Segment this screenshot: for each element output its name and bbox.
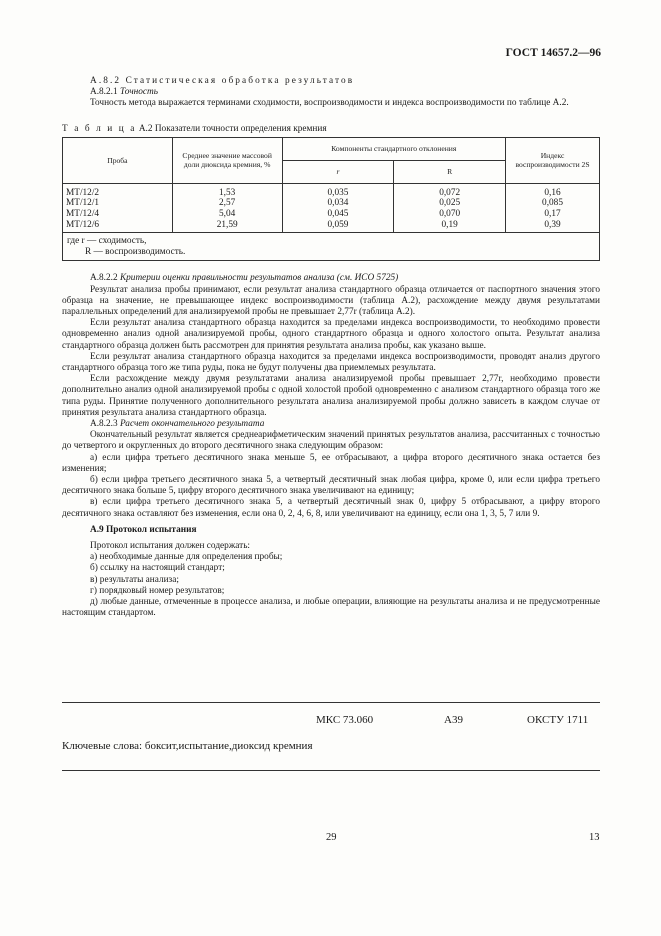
section-a822-p4: Если расхождение между двумя результатами анализа анализируемой пробы превышает 2,77r, необходимо провести дополнительно анализ одной анализируемой пробы с одной холостой пробой одновременно с анализом стандартного образца того же типа руды. Принятие полученного дополнительного результата анализа анализируемой пробы должно зависеть в каждом случае от принятия результата анализа стандартного образца. <box>62 374 600 418</box>
section-a822-p2: Если результат анализа стандартного образца находится за пределами индекса воспроизводимости, то необходимо провести одновременно анализ одной анализируемой пробы, одного стандартного образца и одного холостого опыта. Результат анализа стандартного образца должен быть рассмотрен для принятия результата анализа пробы, как указано выше. <box>62 318 600 351</box>
classification-code: А39 <box>444 714 463 726</box>
table-data-row <box>63 183 600 232</box>
table-note-row <box>63 233 600 261</box>
section-a822-p3: Если результат анализа стандартного образца находится за пределами индекса воспроизводимости, проводят анализ другого стандартного образца того же типа руды, пока не будут получены два приемлемых результата. <box>62 351 600 373</box>
section-a9-item: а) необходимые данные для определения пробы; <box>90 552 283 563</box>
section-a822-heading: А.8.2.2 Критерии оценки правильности результатов анализа (см. ИСО 5725) <box>90 273 399 284</box>
precision-table <box>62 137 600 262</box>
col-index: Индекс воспроизводимости 2S <box>506 137 600 183</box>
col-sample: Проба <box>63 137 173 183</box>
page-number-center: 29 <box>326 832 337 843</box>
keywords: Ключевые слова: боксит,испытание,диоксид кремния <box>62 740 313 752</box>
table-caption: Т а б л и ц а А.2 Показатели точности определения кремния <box>62 123 327 134</box>
section-a821-text: Точность метода выражается терминами сходимости, воспроизводимости и индекса воспроизводимости по таблице А.2. <box>90 98 569 109</box>
section-a823-p1: Окончательный результат является среднеарифметическим значений принятых результатов анализа, рассчитанных с точностью до четвертого и округленных до второго десятичного знака следующим образом: <box>62 430 600 452</box>
mks-code: МКС 73.060 <box>316 714 374 726</box>
section-a9-heading: А.9 Протокол испытания <box>90 524 197 535</box>
col-mean: Среднее значение массовой доли диоксида кремния, % <box>172 137 282 183</box>
table-header-row <box>63 137 600 160</box>
R-cell: 0,072 0,025 0,070 0,19 <box>394 183 506 232</box>
section-a9-item: г) порядковый номер результатов; <box>90 585 225 596</box>
section-a9-item: б) ссылку на настоящий стандарт; <box>90 563 225 574</box>
page-content <box>62 76 600 619</box>
col-r: r <box>282 160 394 183</box>
section-a9-item: в) результаты анализа; <box>90 574 179 585</box>
sample-cell: МТ/12/2 МТ/12/1 МТ/12/4 МТ/12/6 <box>63 183 173 232</box>
page-number-right: 13 <box>589 832 600 843</box>
section-a821-heading: А.8.2.1 Точность <box>90 87 158 98</box>
document-code: ГОСТ 14657.2—96 <box>505 47 601 59</box>
footer-divider-bottom <box>62 770 600 771</box>
section-a823-item-c: в) если цифра третьего десятичного знака 5, а четвертый десятичный знак 0, цифру 5 отбрасывают, а цифру второго десятичного знака оставляют без изменения, если она 0, 2, 4, 6, 8, или увеличивают на единицу, если она 1, 3, 5, 7 или 9. <box>62 497 600 519</box>
section-a82-heading: А.8.2 Статистическая обработка результатов <box>90 76 355 86</box>
section-a823-heading: А.8.2.3 Расчет окончательного результата <box>90 419 265 430</box>
section-a823-item-b: б) если цифра третьего десятичного знака 5, а четвертый десятичный знак любая цифра, кроме 0, или если цифра третьего десятичного знака больше 5, цифру второго десятичного знака увеличивают на единицу; <box>62 475 600 497</box>
r-cell: 0,035 0,034 0,045 0,059 <box>282 183 394 232</box>
section-a823-item-a: а) если цифра третьего десятичного знака меньше 5, ее отбрасывают, а цифра второго десятичного знака остается без изменения; <box>62 452 600 474</box>
okstu-code: ОКСТУ 1711 <box>527 714 589 726</box>
table-note: где r — сходимость, R — воспроизводимость. <box>63 233 600 261</box>
col-components: Компоненты стандартного отклонения <box>282 137 505 160</box>
section-a9-item: д) любые данные, отмеченные в процессе анализа, и любые операции, влияющие на результаты анализа и не предусмотренные настоящим стандартом. <box>62 597 600 619</box>
index-cell: 0,16 0,085 0,17 0,39 <box>506 183 600 232</box>
footer-divider-top <box>62 702 600 703</box>
section-a822-p1: Результат анализа пробы принимают, если результат анализа стандартного образца отличается от паспортного значения этого образца на значение, не превышающее индекс воспроизводимости (таблица А.2), расхождение между двумя результатами параллельных определений для анализируемой пробы не превышает 2,77r (таблица А.2). <box>62 284 600 317</box>
col-R: R <box>394 160 506 183</box>
mean-cell: 1,53 2,57 5,04 21,59 <box>172 183 282 232</box>
section-a9-intro: Протокол испытания должен содержать: <box>90 541 251 552</box>
